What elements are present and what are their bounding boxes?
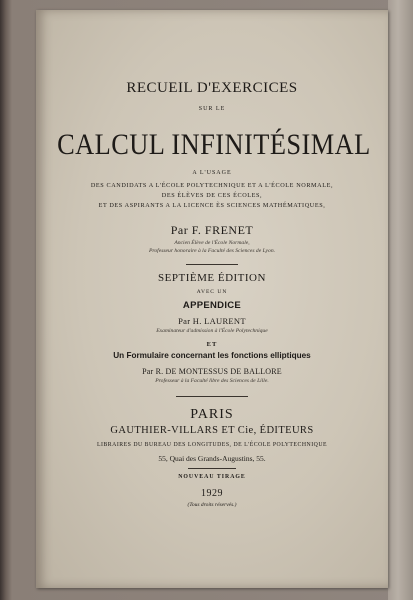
author-title-1: Ancien Élève de l'École Normale, [174,240,250,246]
montessus-title: Professeur à la Faculté libre des Sciences de Lille. [155,378,269,384]
laurent-author: Par H. LAURENT [178,316,246,326]
divider [186,264,238,265]
author-title-2: Professeur honoraire à la Faculté des Sciences de Lyon. [148,248,276,254]
divider [176,396,248,397]
publisher-sub: LIBRAIRES DU BUREAU DES LONGITUDES, DE L'ÉCOLE POLYTECHNIQUE [96,442,328,448]
divider [188,468,236,469]
address: 55, Quai des Grands-Augustins, 55. [158,454,266,463]
et-conjunction: ET [206,341,218,348]
tirage: NOUVEAU TIRAGE [178,474,246,480]
rights: (Tous droits réservés.) [187,502,237,508]
main-title: CALCUL INFINITÉSIMAL [57,128,371,161]
author: Par F. FRENET [170,223,254,237]
page-edges [388,0,413,600]
laurent-title: Examinateur d'admission à l'École Polytechnique [156,328,268,334]
city: PARIS [190,407,234,422]
publisher: GAUTHIER-VILLARS ET Cie, ÉDITEURS [110,425,314,436]
avec-un: AVEC UN [196,289,228,295]
title-page [36,10,388,588]
edition: SEPTIÈME ÉDITION [158,272,266,284]
appendix-title: APPENDICE [182,300,242,311]
usage-prefix: A L'USAGE [192,170,232,176]
usage-line-1: DES CANDIDATS A L'ÉCOLE POLYTECHNIQUE ET A L'ÉCOLE NORMALE, [90,182,334,189]
usage-line-2: DES ÉLÈVES DE CES ÉCOLES, [161,192,263,199]
title-line-1: RECUEIL D'EXERCICES [126,80,298,96]
formulaire-title: Un Formulaire concernant les fonctions elliptiques [113,351,311,360]
year: 1929 [201,488,223,499]
usage-line-3: ET DES ASPIRANTS A LA LICENCE ÈS SCIENCES MATHÉMATIQUES, [98,202,326,209]
title-line-2: SUR LE [198,106,226,112]
montessus-author: Par R. DE MONTESSUS DE BALLORE [142,367,282,376]
